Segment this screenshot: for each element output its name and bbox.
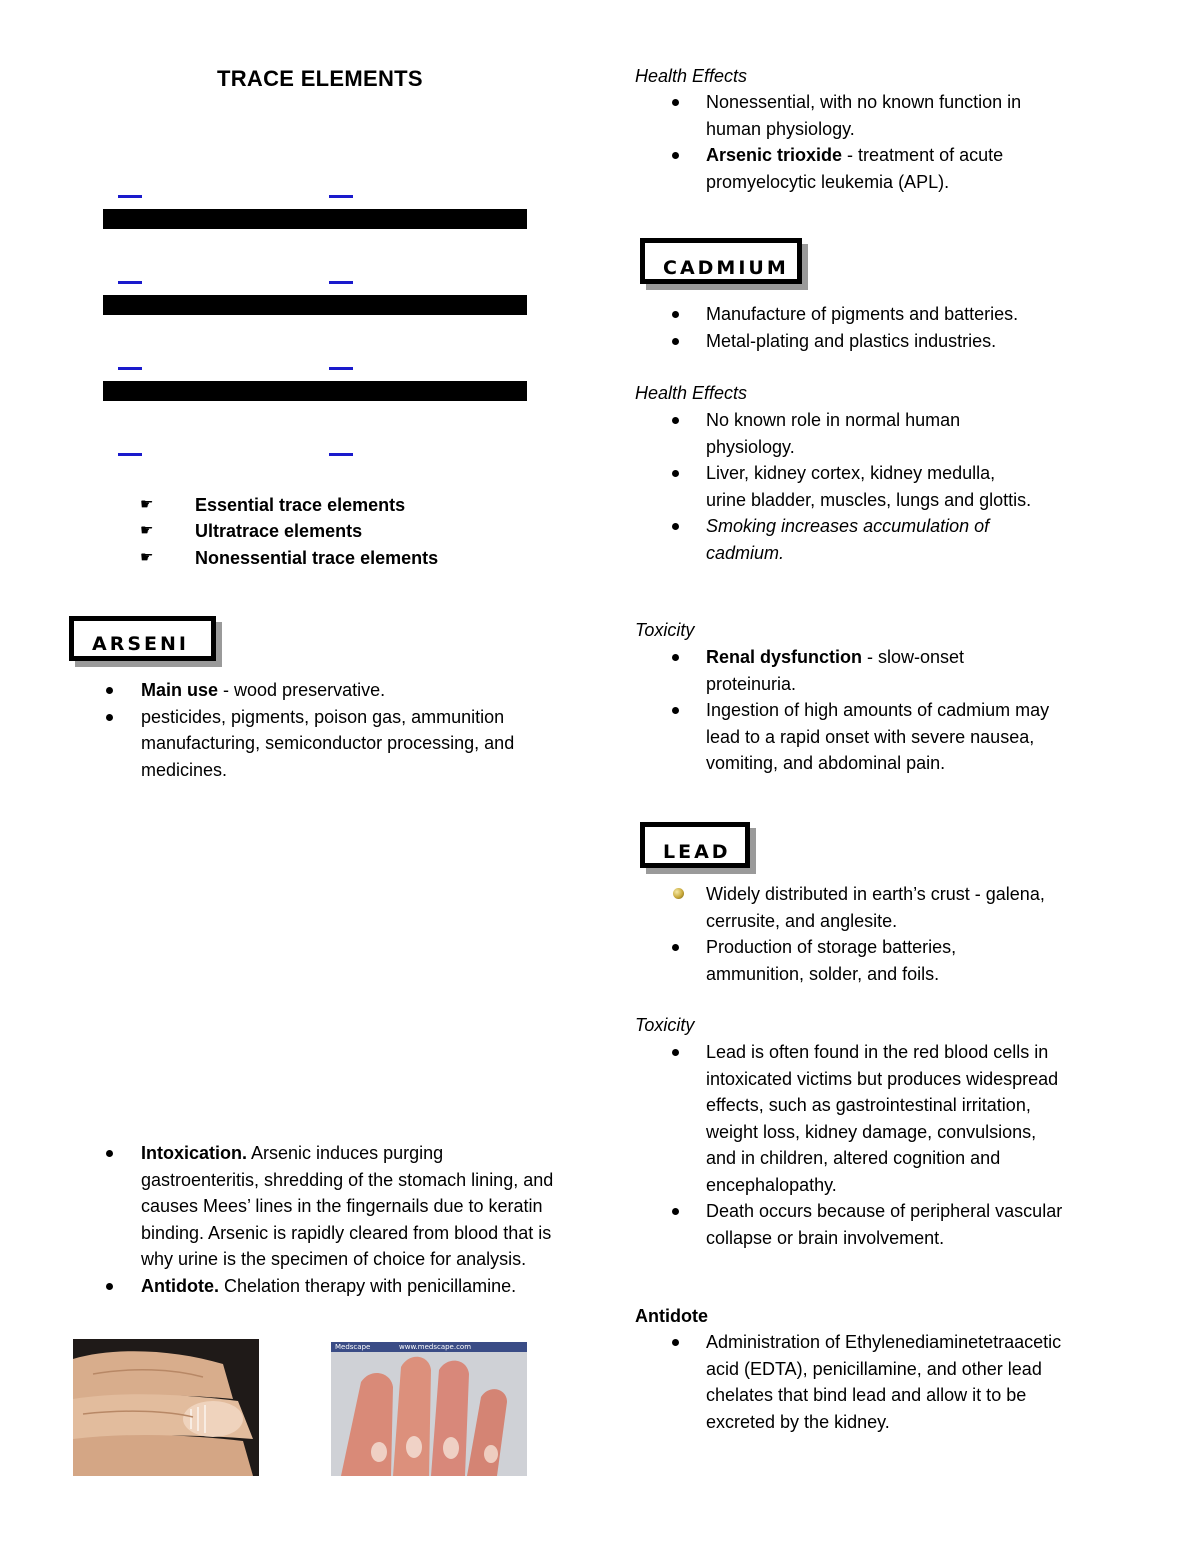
diagram-dash — [118, 281, 142, 284]
item-bold: Antidote. — [141, 1275, 219, 1296]
item-bold: Main use — [141, 680, 219, 700]
bullet-icon — [672, 654, 679, 661]
list-item — [141, 704, 561, 784]
diagram-dash — [329, 367, 353, 370]
list-item — [706, 1198, 1066, 1251]
list-item — [141, 677, 561, 704]
fingernail-photo-left — [73, 1339, 259, 1476]
item-text: Manufacture of pigments and batteries. — [706, 304, 1019, 324]
arsenic-health-list — [706, 89, 1051, 195]
lead-heading: LEAD — [663, 841, 731, 863]
bullet-icon — [672, 338, 679, 345]
item-text: No known role in normal human physiology. — [706, 410, 961, 457]
list-item — [141, 1273, 566, 1300]
classification-item: Nonessential trace elements — [195, 548, 439, 568]
cadmium-health-heading: Health Effects — [635, 383, 748, 403]
list-item — [706, 697, 1056, 777]
item-text: Metal-plating and plastics industries. — [706, 330, 997, 351]
bullet-icon — [672, 152, 679, 159]
item-text: - slow-onset proteinuria. — [706, 647, 965, 694]
item-text: Chelation therapy with penicillamine. — [219, 1275, 517, 1296]
pointing-hand-icon: ☛ — [140, 496, 154, 513]
diagram-bar — [103, 295, 527, 315]
bullet-icon — [672, 417, 679, 424]
diagram-bar — [103, 381, 527, 401]
cadmium-toxicity-list — [706, 644, 1056, 777]
item-text: Nonessential, with no known function in human physiology. — [706, 92, 1022, 139]
arsenic-uses-list — [141, 677, 561, 783]
diagram-dash — [118, 195, 142, 198]
bullet-icon — [106, 1150, 113, 1157]
list-item — [706, 301, 1086, 328]
item-bold: Intoxication. — [141, 1143, 248, 1163]
bullet-icon — [672, 523, 679, 530]
cadmium-toxicity-heading: Toxicity — [635, 620, 695, 640]
fingernail-photo-right — [331, 1342, 527, 1476]
list-item — [706, 644, 1056, 697]
bullet-icon — [672, 1339, 679, 1346]
item-text: - wood preservative. — [218, 680, 386, 700]
list-item — [706, 407, 1036, 460]
bullet-icon — [672, 1049, 679, 1056]
classification-item: Ultratrace elements — [195, 521, 363, 541]
item-text: - treatment of acute promyelocytic leukemia (APL). — [706, 145, 1004, 192]
item-text: Ingestion of high amounts of cadmium may lead to a rapid onset with severe nausea, vomiting, and abdominal pain. — [706, 700, 1050, 773]
arsenic-heading: ARSENI — [92, 633, 189, 655]
image-caption: www.medscape.com — [399, 1343, 472, 1351]
list-item — [706, 142, 1051, 195]
classification-item: Essential trace elements — [195, 495, 406, 515]
lead-antidote-list — [706, 1329, 1076, 1435]
fingers-illustration — [73, 1339, 259, 1476]
bullet-icon — [672, 311, 679, 318]
list-item — [141, 1140, 566, 1273]
item-text: Production of storage batteries, ammunition, solder, and foils. — [706, 937, 957, 984]
diagram-dash — [329, 195, 353, 198]
cadmium-uses-list — [706, 301, 1086, 354]
pointing-hand-icon: ☛ — [140, 522, 154, 539]
item-bold: Renal dysfunction — [706, 647, 863, 667]
diagram-dash — [329, 281, 353, 284]
gold-bullet-icon — [673, 888, 684, 899]
list-item — [706, 89, 1051, 142]
lead-uses-list — [706, 881, 1051, 987]
bullet-icon — [672, 944, 679, 951]
pointing-hand-icon: ☛ — [140, 549, 154, 566]
item-text: pesticides, pigments, poison gas, ammunition manufacturing, semiconductor processing, and medicines. — [141, 706, 515, 780]
bullet-icon — [672, 707, 679, 714]
page-title: TRACE ELEMENTS — [217, 66, 423, 91]
list-item — [706, 1039, 1066, 1198]
diagram-bar — [103, 209, 527, 229]
lead-toxicity-list — [706, 1039, 1066, 1251]
arsenic-health-heading: Health Effects — [635, 66, 748, 86]
list-item — [706, 513, 1036, 566]
diagram-dash — [118, 367, 142, 370]
lead-heading-box — [640, 822, 750, 868]
arsenic-heading-box — [69, 616, 216, 661]
cadmium-heading: CADMIUM — [663, 257, 789, 279]
list-item — [706, 934, 1051, 987]
bullet-icon — [672, 470, 679, 477]
hand-illustration — [331, 1342, 527, 1476]
arsenic-toxicity-list — [141, 1140, 566, 1299]
list-item — [706, 460, 1036, 513]
item-bold: Arsenic trioxide — [706, 145, 843, 165]
item-text: Liver, kidney cortex, kidney medulla, urine bladder, muscles, lungs and glottis. — [706, 463, 1032, 510]
lead-toxicity-heading: Toxicity — [635, 1015, 695, 1035]
diagram-dash — [329, 453, 353, 456]
item-text: Lead is often found in the red blood cells in intoxicated victims but produces widespread effects, such as gastrointestinal irritation, weight loss, kidney damage, convulsions, and in children, altered cognition and encephalopathy. — [706, 1042, 1059, 1195]
item-text: Arsenic induces purging gastroenteritis, shredding of the stomach lining, and causes Mees’ lines in the fingernails due to keratin binding. Arsenic is rapidly cleared from blood that is why urine is the specimen of choice for analysis. — [141, 1143, 554, 1269]
bullet-icon — [106, 1283, 113, 1290]
item-text: Widely distributed in earth’s crust - galena, cerrusite, and anglesite. — [706, 884, 1045, 931]
diagram-dash — [118, 453, 142, 456]
item-text: Administration of Ethylenediaminetetraacetic acid (EDTA), penicillamine, and other lead chelates that bind lead and allow it to be excreted by the kidney. — [706, 1332, 1062, 1432]
bullet-icon — [106, 687, 113, 694]
bullet-icon — [672, 99, 679, 106]
image-brand: Medscape — [335, 1343, 371, 1351]
bullet-icon — [672, 1208, 679, 1215]
cadmium-heading-box — [640, 238, 802, 284]
bullet-icon — [106, 714, 113, 721]
cadmium-health-list — [706, 407, 1036, 566]
item-text: Smoking increases accumulation of cadmium. — [706, 516, 990, 563]
lead-antidote-heading: Antidote — [635, 1306, 708, 1326]
list-item — [706, 1329, 1076, 1435]
list-item — [706, 881, 1051, 934]
list-item — [706, 328, 1086, 355]
item-text: Death occurs because of peripheral vascular collapse or brain involvement. — [706, 1201, 1063, 1248]
